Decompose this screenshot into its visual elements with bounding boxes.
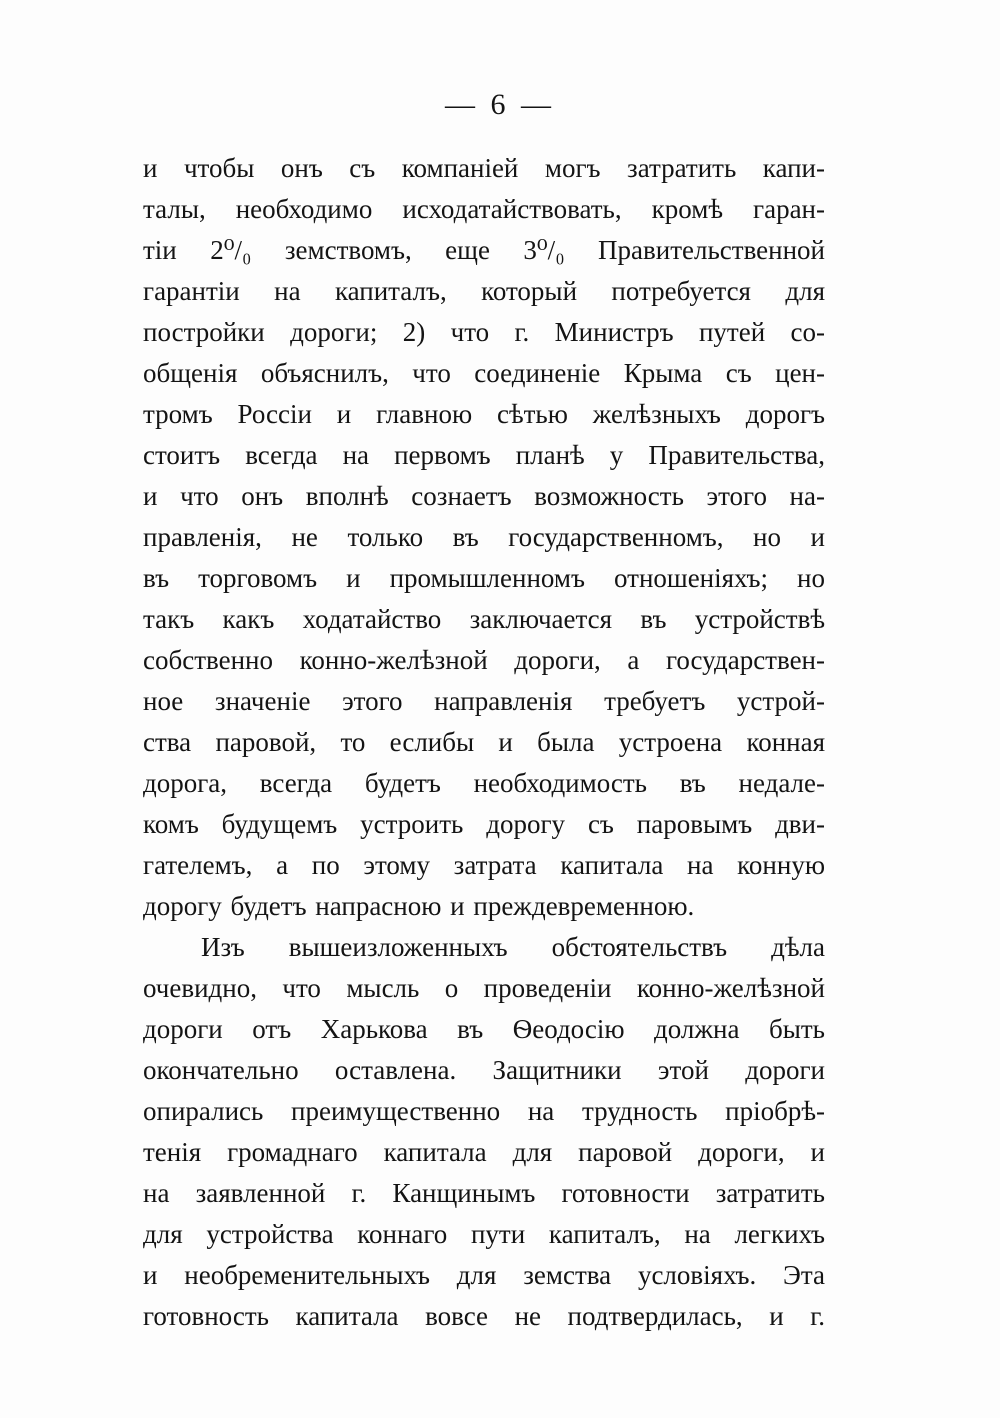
text-line: тенія громаднаго капитала для паровой дороги, и (143, 1137, 825, 1167)
text-line: и необременительныхъ для земства условіяхъ. Эта (143, 1260, 825, 1290)
text-line: дороги отъ Харькова въ Ѳеодосію должна быть (143, 1014, 825, 1044)
text-line: общенія объяснилъ, что соединеніе Крыма съ цен- (143, 358, 825, 388)
body-text (143, 148, 825, 1337)
text-line: для устройства коннаго пути капиталъ, на легкихъ (143, 1219, 825, 1249)
page-number: — 6 — (445, 88, 555, 121)
text-line: стоитъ всегда на первомъ планѣ у Правительства, (143, 440, 825, 470)
paragraph-end-line: дорогу будетъ напрасною и преждевременною. (143, 891, 695, 921)
text-line: собственно конно-желѣзной дороги, а государствен- (143, 645, 825, 675)
text-line: готовность капитала вовсе не подтвердилась, и г. (143, 1301, 825, 1331)
text-line: очевидно, что мысль о проведеніи конно-желѣзной (143, 973, 825, 1003)
text-line: и что онъ вполнѣ сознаетъ возможность этого на- (143, 481, 825, 511)
text-line: такъ какъ ходатайство заключается въ устройствѣ (143, 604, 825, 634)
text-line: опирались преимущественно на трудность пріобрѣ- (143, 1096, 825, 1126)
paragraph-start-line: Изъ вышеизложенныхъ обстоятельствъ дѣла (201, 932, 825, 962)
text-line: на заявленной г. Канщинымъ готовности затратить (143, 1178, 825, 1208)
text-line: и чтобы онъ съ компаніей могъ затратить капи- (143, 153, 825, 183)
text-line: ства паровой, то еслибы и была устроена конная (143, 727, 825, 757)
text-line: гателемъ, а по этому затрата капитала на конную (143, 850, 825, 880)
text-line: въ торговомъ и промышленномъ отношеніяхъ; но (143, 563, 825, 593)
text-line: тромъ Россіи и главною сѣтью желѣзныхъ дорогъ (143, 399, 825, 429)
text-line: ное значеніе этого направленія требуетъ устрой- (143, 686, 825, 716)
text-line: окончательно оставлена. Защитники этой дороги (143, 1055, 825, 1085)
text-line: постройки дороги; 2) что г. Министръ путей со- (143, 317, 825, 347)
text-line: талы, необходимо исходатайствовать, кромѣ гаран- (143, 194, 825, 224)
text-line: комъ будущемъ устроить дорогу съ паровымъ дви- (143, 809, 825, 839)
text-line: гарантіи на капиталъ, который потребуется для (143, 276, 825, 306)
text-line: дорога, всегда будетъ необходимость въ недале- (143, 768, 825, 798)
text-line: правленія, не только въ государственномъ, но и (143, 522, 825, 552)
text-line: тіи 2⁰/₀ земствомъ, еще 3⁰/₀ Правительственной (143, 235, 825, 265)
